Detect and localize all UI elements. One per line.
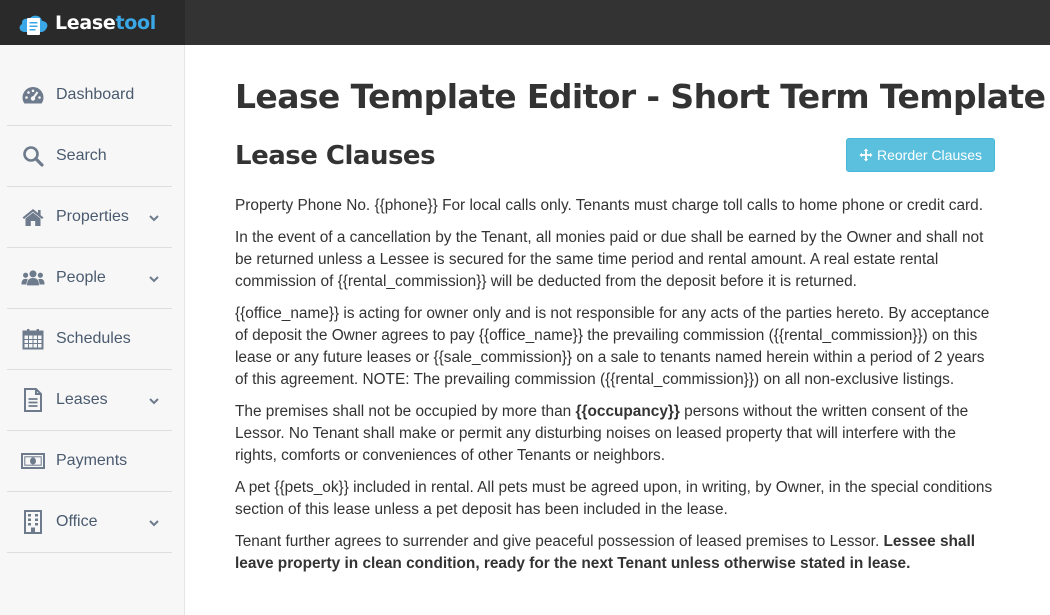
search-icon xyxy=(21,144,45,168)
sidebar-item-dashboard[interactable] xyxy=(7,65,172,126)
chevron-down-icon[interactable] xyxy=(148,394,160,406)
document-icon xyxy=(21,388,45,412)
sidebar-item-properties[interactable] xyxy=(7,187,172,248)
brand-name xyxy=(55,12,156,34)
sidebar-item-label: Leases xyxy=(56,391,108,408)
money-icon xyxy=(21,449,45,473)
chevron-down-icon[interactable] xyxy=(148,272,160,284)
brand-name-part1: Lease xyxy=(55,11,116,34)
clause-text: Tenant further agrees to surrender and give peaceful possession of leased premises to Lessor. xyxy=(235,533,884,550)
sidebar-item-label: Office xyxy=(56,513,98,530)
reorder-clauses-button[interactable] xyxy=(846,138,995,172)
clause-item[interactable] xyxy=(235,531,995,575)
sidebar-item-label: Schedules xyxy=(56,330,131,347)
sidebar-item-schedules[interactable] xyxy=(7,309,172,370)
clause-emphasis-bold: Lessee shall leave property in clean condition, ready for the next Tenant unless otherwise stated in lease. xyxy=(235,533,976,572)
sidebar-item-label: People xyxy=(56,269,106,286)
cloud-document-icon xyxy=(16,8,52,38)
reorder-clauses-label: Reorder Clauses xyxy=(876,147,983,163)
clause-text: The premises shall not be occupied by more than xyxy=(235,403,576,420)
sidebar-item-payments[interactable] xyxy=(7,431,172,492)
people-icon xyxy=(21,266,45,290)
dashboard-icon xyxy=(21,83,45,107)
brand-logo[interactable] xyxy=(0,0,185,45)
clause-item[interactable] xyxy=(235,227,995,293)
sidebar-item-office[interactable] xyxy=(7,492,172,553)
chevron-down-icon[interactable] xyxy=(148,211,160,223)
clause-text: {{office_name}} is acting for owner only and is not responsible for any acts of the parties hereto. By acceptance of deposit the Owner agrees to pay {{office_name}} the prevailing commission ({{rental_commission}}) on this lease or any future leases or {{sale_commission}} on a sale to tenants named herein within a period of 2 years of this agreement. NOTE: The prevailing commission ({{rental_commission}}) on all non-exclusive listings. xyxy=(235,305,990,388)
sidebar-item-leases[interactable] xyxy=(7,370,172,431)
top-navbar xyxy=(0,0,1050,45)
sidebar xyxy=(0,45,185,615)
clause-text: persons without the written consent of the Lessor. No Tenant shall make or permit any disturbing noises on leased property that will interfere with the rights, comforts or conveniences of other Tenants or neighbors. xyxy=(235,403,969,464)
clause-item[interactable] xyxy=(235,401,995,467)
home-icon xyxy=(21,205,45,229)
clause-item[interactable] xyxy=(235,477,995,521)
section-title: Lease Clauses xyxy=(235,141,436,171)
clause-text: Property Phone No. {{phone}} For local calls only. Tenants must charge toll calls to home phone or credit card. xyxy=(235,197,984,214)
sidebar-item-label: Payments xyxy=(56,452,128,469)
clause-text: In the event of a cancellation by the Tenant, all monies paid or due shall be earned by the Owner and shall not be returned unless a Lessee is secured for the same time period and rental amount. A real estate rental commission of {{rental_commission}} will be deducted from the deposit before it is returned. xyxy=(235,229,984,290)
sidebar-item-label: Properties xyxy=(56,208,129,225)
clause-list xyxy=(235,195,995,585)
clause-item[interactable] xyxy=(235,303,995,391)
move-arrows-icon xyxy=(859,148,873,162)
building-icon xyxy=(21,510,45,534)
calendar-icon xyxy=(21,327,45,351)
clause-text: A pet {{pets_ok}} included in rental. All pets must be agreed upon, in writing, by Owner, in the special conditions section of this lease unless a pet deposit has been included in the lease. xyxy=(235,479,993,518)
sidebar-item-label: Search xyxy=(56,147,107,164)
sidebar-item-people[interactable] xyxy=(7,248,172,309)
sidebar-item-label: Dashboard xyxy=(56,86,135,103)
chevron-down-icon[interactable] xyxy=(148,516,160,528)
main-content xyxy=(185,45,1050,615)
brand-name-part2: tool xyxy=(115,11,157,34)
sidebar-item-search[interactable] xyxy=(7,126,172,187)
clause-item[interactable] xyxy=(235,195,995,217)
page-title: Lease Template Editor - Short Term Template xyxy=(235,77,1046,116)
clause-placeholder-bold: {{occupancy}} xyxy=(575,403,680,420)
